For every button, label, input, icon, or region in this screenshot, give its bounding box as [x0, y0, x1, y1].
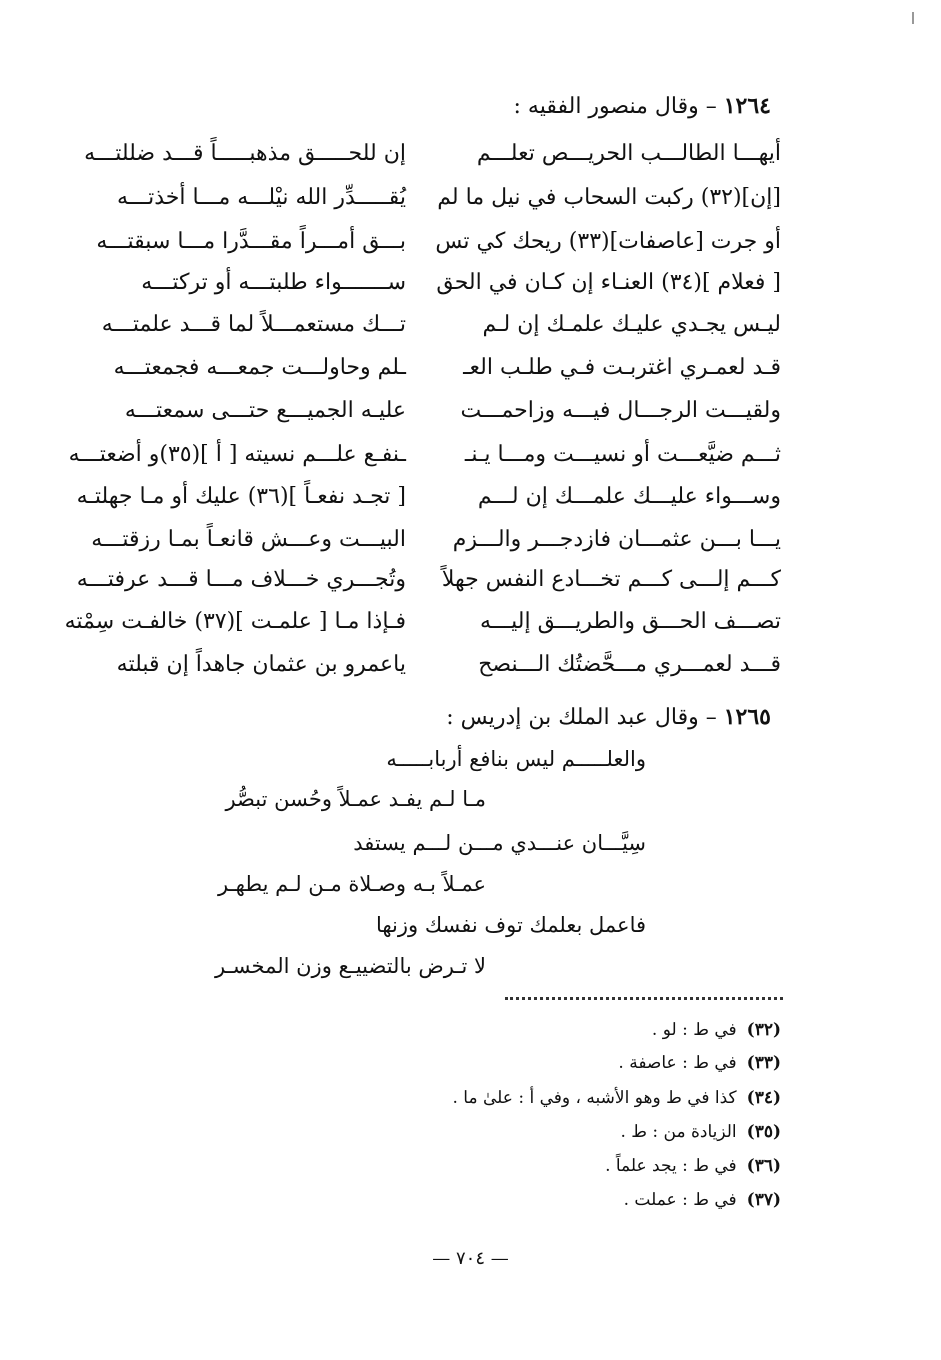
verse-left-7: عليـه الجميـــع حتـــى سمعتـــه	[124, 398, 406, 423]
verse-left-5: تـــك مستعمـــلاً لما قـــد علمتـــه	[101, 312, 406, 337]
footnote-text: في ط : عاصفة .	[618, 1053, 737, 1073]
footnote-text: كذا في ط وهو الأشبه ، وفي أ : علىٰ ما .	[452, 1088, 737, 1108]
verse-right-9: وســـواء عليـــك علمـــك إن لـــم	[477, 484, 781, 509]
verse-left-3: بـــق أمـــراً مقـــدَّرا مـــا سبقتـــه	[96, 229, 406, 254]
verse-left-6: ـلم وحاولـــت جمعـــه فجمعتـــه	[113, 355, 406, 380]
entry-number-1264: ١٢٦٤	[723, 93, 771, 119]
footnote-text: الزيادة من : ط .	[620, 1122, 737, 1142]
footnote-number: (٣٦)	[746, 1156, 781, 1176]
verse-right-1: أيهـــا الطالـــب الحريـــص تعلـــم	[476, 141, 781, 166]
verse-right-7: ولقيـــت الرجـــال فيـــه وزاحمـــت	[460, 398, 781, 423]
verse-right-5: ليـس يجـدي عليـك علمـك إن لـم	[482, 312, 781, 337]
verse-right-2: [إن](٣٢) ركبت السحاب في نيل ما لم	[437, 185, 781, 210]
footnote-number: (٣٧)	[746, 1190, 781, 1210]
footnote-separator	[505, 997, 783, 1000]
verse-right-8: ثـــم ضيَّعـــت أو نسيـــت ومـــا يـنـ	[464, 442, 781, 467]
verse-right-11: كـــم إلـــى كـــم تخـــادع النفس جهلاً	[441, 567, 781, 592]
heading-1264	[514, 92, 771, 121]
page-number: — ٧٠٤ —	[432, 1248, 509, 1269]
scan-mark	[912, 12, 914, 24]
footnote-37	[624, 1188, 781, 1212]
footnote-35	[620, 1120, 781, 1144]
footnote-33	[618, 1051, 781, 1075]
footnote-text: في ط : عملت .	[623, 1190, 737, 1210]
footnote-36	[605, 1154, 781, 1178]
verse-left-9: [ تجـد نفعـاً ](٣٦) عليك أو مـا جهلتـه	[76, 484, 406, 509]
footnote-text: في ط : لو .	[651, 1020, 737, 1040]
entry-number-1265: ١٢٦٥	[723, 704, 771, 730]
verse-left-8: ـنفـع علـــم نسيته [ أ ](٣٥)و أضعتـــه	[68, 442, 406, 467]
verse-left-4: ســـــــواء طلبتـــه أو تركتـــه	[141, 270, 406, 295]
footnote-number: (٣٣)	[746, 1053, 781, 1073]
poem-1265-line-6: لا تـرض بالتضييـع وزن المخسـر	[215, 954, 486, 978]
poem-1265-line-3: سِيَّـــان عنـــدي مـــن لـــم يستفد	[353, 831, 646, 855]
verse-right-4: [ فعلام ](٣٤) العنـاء إن كـان في الحق	[436, 270, 781, 295]
verse-right-3: أو جرت [عاصفات](٣٣) ريحك كي تس	[435, 229, 781, 254]
verse-left-12: فـإذا مـا [ علمـت ](٣٧) خالفـت سِمْته	[64, 609, 406, 634]
footnote-number: (٣٥)	[746, 1122, 781, 1142]
verse-left-11: وتُجـــري خـــلاف مـــا قـــد عرفتـــه	[76, 567, 406, 592]
entry-title-1265: – وقال عبد الملك بن إدريس :	[446, 705, 717, 730]
verse-right-6: قـد لعمـري اغتربـت فـي طلـب العـ	[463, 355, 781, 380]
footnote-number: (٣٢)	[746, 1020, 781, 1040]
footnote-number: (٣٤)	[746, 1088, 781, 1108]
footnote-text: في ط : يجد علماً .	[605, 1156, 737, 1176]
verse-right-13: قـــد لعمـــري مـــحَّضتُك الـــنصح	[478, 652, 781, 677]
poem-1265-line-5: فاعمل بعلمك توف نفسك وزنها	[375, 913, 646, 937]
entry-title-1264: – وقال منصور الفقيه :	[513, 94, 717, 119]
poem-1265-line-2: مـا لـم يفـد عمـلاً وحُسن تبصُّر	[225, 787, 486, 811]
verse-left-10: البيـــت وعـــش قانعـاً بمـا رزقتـــه	[91, 527, 406, 552]
verse-left-1: إن للحـــــق مذهبـــــاً قـــد ضللتـــه	[84, 141, 406, 166]
poem-1265-line-1: والعلـــــم ليس بنافع أربابـــــه	[386, 747, 646, 771]
poem-1265-line-4: عمـلاً بـه وصـلاة مـن لـم يطهـر	[217, 872, 486, 896]
footnote-32	[652, 1018, 781, 1042]
heading-1265	[446, 703, 771, 732]
verse-left-13: ياعمرو بن عثمان جاهداً إن قبلته	[116, 652, 406, 677]
verse-right-10: يـــا بـــن عثمـــان فازدجـــر والـــزم	[452, 527, 781, 552]
footnote-34	[453, 1086, 782, 1110]
verse-left-2: يُقـــــدِّر الله نيْلـــه مـــا أخذتـــه	[116, 185, 406, 210]
verse-right-12: تصـــف الحـــق والطريـــق إليـــه	[479, 609, 781, 634]
